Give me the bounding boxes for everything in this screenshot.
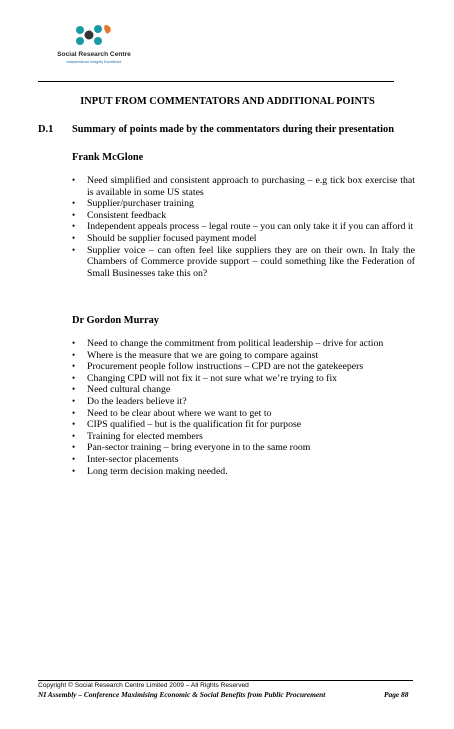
bullet-icon: • [72,361,76,372]
list-item-text: Supplier/purchaser training [87,198,194,210]
list-item [72,198,415,210]
list-item [72,466,415,478]
list-item [72,233,415,245]
page-number: Page 88 [384,690,409,699]
footer-document-title: NI Assembly – Conference Maximising Economic & Social Benefits from Public Procurement [38,690,326,699]
list-item-text: Changing CPD will not fix it – not sure what we’re trying to fix [87,372,338,384]
header-divider [38,81,394,82]
bullet-icon: • [72,430,76,441]
bullet-icon: • [72,221,76,232]
page-heading: INPUT FROM COMMENTATORS AND ADDITIONAL POINTS [80,96,375,107]
list-item-text: Pan-sector training – bring everyone in to the same room [87,442,311,454]
footer-divider [38,680,413,681]
list-item-text: Need to be clear about where we want to get to [87,407,272,419]
bullet-icon: • [72,453,76,464]
list-item [72,210,415,222]
list-item [72,338,415,350]
speaker-name: Dr Gordon Murray [72,315,159,326]
section-title: Summary of points made by the commentators during their presentation [72,124,395,135]
section-number: D.1 [38,124,54,135]
list-item [72,419,415,431]
list-item-text: Consistent feedback [87,209,167,221]
bullet-icon: • [72,244,76,255]
list-item [72,384,415,396]
list-item [72,431,415,443]
list-item [72,361,415,373]
list-item-text: Where is the measure that we are going to compare against [87,349,319,361]
bullet-icon: • [72,384,76,395]
list-item-text: Need simplified and consistent approach to purchasing – e.g tick box exercise that is available in some US states [87,175,415,198]
logo-tagline: Independence Integrity Excellence [66,60,122,64]
bullet-icon: • [72,419,76,430]
list-item-text: Should be supplier focused payment model [87,232,257,244]
list-item-text: Long term decision making needed. [87,465,228,477]
bullet-icon: • [72,372,76,383]
bullet-icon: • [72,198,76,209]
list-item [72,221,415,233]
footer-copyright: Copyright © Social Research Centre Limited 2009 – All Rights Reserved [38,682,249,689]
list-item-text: CIPS qualified – but is the qualification fit for purpose [87,419,302,431]
bullet-icon: • [72,349,76,360]
bullet-icon: • [72,175,76,185]
bullet-icon: • [72,442,76,453]
bullet-icon: • [72,338,76,348]
list-item-text: Independent appeals process – legal route – you can only take it if you can afford it [87,221,414,233]
bullet-icon: • [72,209,76,220]
list-item [72,396,415,408]
list-item [72,373,415,385]
list-item-text: Need to change the commitment from political leadership – drive for action [87,338,384,349]
list-item-text: Inter-sector placements [87,453,179,465]
list-item [72,442,415,454]
bullet-icon: • [72,407,76,418]
list-item [72,408,415,420]
bullet-icon: • [72,232,76,243]
list-item-text: Do the leaders believe it? [87,395,187,407]
logo-name: Social Research Centre [57,51,131,58]
bullet-icon: • [72,465,76,476]
list-item-text: Need cultural change [87,384,171,396]
list-item [72,350,415,362]
list-item [72,454,415,466]
speaker-points-list [72,175,415,279]
list-item-text: Supplier voice – can often feel like suppliers they are on their own. In Italy the Chambers of Commerce provide support – could something like the Federation of Small Businesses take this on? [87,244,415,279]
logo-mark-icon [74,22,114,50]
bullet-icon: • [72,395,76,406]
social-research-centre-logo [48,22,140,68]
speaker-points-list [72,338,415,477]
speaker-name: Frank McGlone [72,152,144,163]
list-item-text: Procurement people follow instructions – CPD are not the gatekeepers [87,361,364,373]
list-item [72,245,415,280]
list-item [72,175,415,198]
list-item-text: Training for elected members [87,430,203,442]
